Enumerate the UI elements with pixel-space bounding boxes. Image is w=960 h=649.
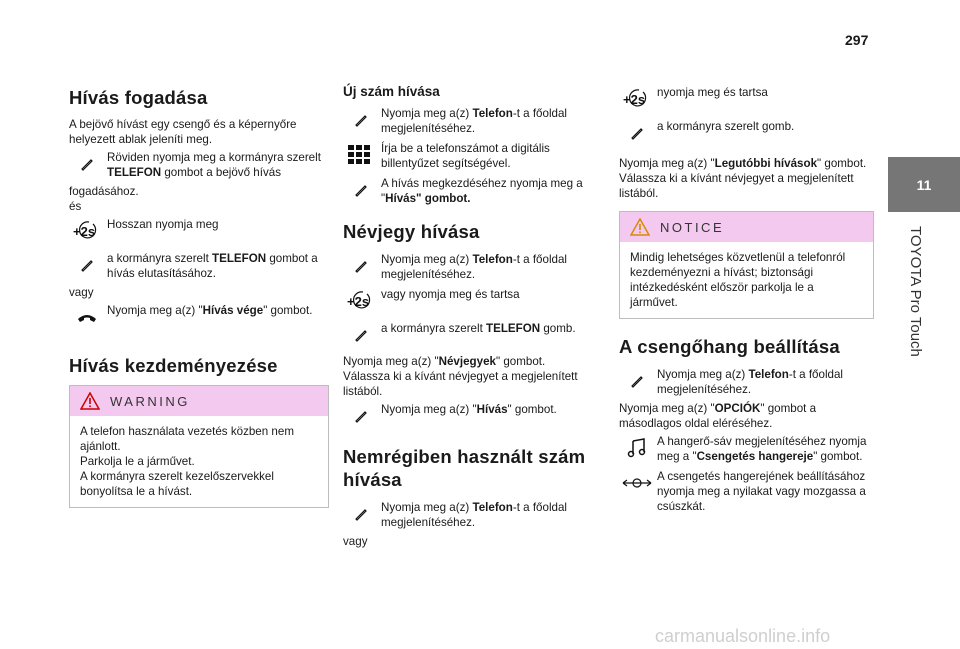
pen-icon [80, 157, 94, 171]
watermark: carmanualsonline.info [655, 626, 831, 646]
column-3 [619, 82, 874, 514]
heading-ringtone: A csengőhang beállítása [619, 336, 840, 357]
notice-header [620, 212, 873, 242]
step-bold: TELEFON [107, 166, 162, 179]
chapter-tab: 11 [888, 157, 960, 212]
body-text: " gombot a másodlagos oldal eléréséhez. [619, 402, 817, 430]
step-text: gombot a bejövő hívás [161, 166, 281, 179]
hold-2s-icon [621, 88, 653, 110]
step-short-press [69, 149, 329, 180]
or-text: vagy [69, 286, 94, 299]
step-text: A hívás megkezdéséhez nyomja meg a " [381, 177, 583, 205]
hang-up-icon [76, 311, 98, 323]
step-text: -t a főoldal megjelenítéséhez. [381, 501, 567, 529]
warning-body [70, 416, 328, 507]
or-text: vagy [343, 535, 368, 548]
hold-2s-icon [345, 290, 377, 312]
step-text: Nyomja meg a(z) " [107, 304, 203, 317]
heading-receive-call: Hívás fogadása [69, 87, 208, 108]
page-number: 297 [845, 32, 869, 48]
notice-title: NOTICE [660, 219, 725, 235]
step-text: gomb. [540, 322, 576, 335]
body-text: " gombot. [495, 355, 546, 368]
step-text: nyomja meg és tartsa [657, 86, 768, 99]
side-label [906, 226, 928, 376]
step-text: -t a főoldal megjelenítéséhez. [381, 253, 567, 281]
pen-icon [354, 259, 368, 273]
step-slider [619, 468, 874, 514]
step-text: Nyomja meg a(z) [381, 107, 473, 120]
warning-line: Parkolja le a járművet. [80, 455, 195, 468]
step-text: a kormányra szerelt gomb. [657, 120, 795, 133]
step-bold: Telefon [472, 501, 513, 514]
step-text: Nyomja meg a(z) " [381, 403, 477, 416]
step-text: Nyomja meg a(z) [381, 501, 473, 514]
hold-2s-icon [71, 220, 103, 242]
step-keypad [343, 140, 603, 171]
step-text: " gombot. [507, 403, 557, 416]
step-text: -t a főoldal megjelenítéséhez. [657, 368, 843, 396]
intro-text: A bejövő hívást egy csengő és a képernyőre helyezett ablak jeleníti meg. [69, 118, 297, 146]
pen-icon [354, 409, 368, 423]
notice-body: Mindig lehetséges közvetlenül a telefonról kezdeményezni a hívást; biztonsági intézkedésként először parkolja le a járművet. [630, 251, 846, 309]
step-press-call [343, 175, 603, 206]
step-text: Nyomja meg a(z) [381, 253, 473, 266]
pen-icon [630, 374, 644, 388]
heading-make-call: Hívás kezdeményezése [69, 355, 278, 376]
step-bold: Telefon [472, 253, 513, 266]
slider-icon [621, 475, 653, 491]
body-bold: OPCIÓK [714, 402, 761, 415]
body-text: Nyomja meg a(z) " [343, 355, 439, 368]
warning-title: WARNING [110, 393, 190, 409]
step-text: A hangerő-sáv megjelenítéséhez nyomja meg a " [657, 435, 867, 463]
notice-icon [630, 218, 650, 236]
svg-text:+2s: +2s [623, 92, 646, 107]
step-reject [69, 250, 329, 281]
step-bold: Hívás" gombot. [385, 192, 471, 205]
pen-icon [354, 507, 368, 521]
step-steering-button [619, 118, 874, 148]
body-bold: Legutóbbi hívások [714, 157, 818, 170]
body-text: Válassza ki a kívánt névjegyet a megjelenített listából. [343, 370, 578, 398]
step-text: gombot a hívás elutasításához. [107, 252, 318, 280]
step-hold [619, 84, 874, 114]
pen-icon [354, 183, 368, 197]
step-text: " gombot. [813, 450, 863, 463]
step-text: Röviden nyomja meg a kormányra szerelt [107, 151, 321, 164]
notice-box [619, 211, 874, 319]
step-end-call [69, 302, 329, 332]
step-text: vagy nyomja meg és tartsa [381, 288, 520, 301]
body-text: Nyomja meg a(z) " [619, 157, 715, 170]
warning-line: A kormányra szerelt kezelőszervekkel bonyolítsa le a hívást. [80, 470, 274, 498]
body-bold: Névjegyek [438, 355, 496, 368]
side-label-text: TOYOTA Pro Touch [907, 226, 924, 357]
warning-header [70, 386, 328, 416]
step-hold [343, 286, 603, 316]
body-text: Válassza ki a kívánt névjegyet a megjelenített listából. [619, 172, 854, 200]
svg-text:+2s: +2s [347, 294, 370, 309]
and-text: és [69, 200, 82, 213]
step-text: -t a főoldal megjelenítéséhez. [381, 107, 567, 135]
pen-icon [354, 113, 368, 127]
step-ring-volume [619, 433, 874, 464]
step-text: a kormányra szerelt [107, 252, 213, 265]
step-text: A csengetés hangerejének beállításához nyomja meg a nyilakat vagy mozgassa a csúszkát. [657, 470, 866, 513]
svg-text:+2s: +2s [73, 224, 96, 239]
heading-recent-call: Nemrégiben használt szám hívása [343, 446, 586, 490]
step-text: a kormányra szerelt [381, 322, 487, 335]
pen-icon [80, 258, 94, 272]
step-bold: TELEFON [212, 252, 267, 265]
step-bold: Hívás [476, 403, 508, 416]
pen-icon [354, 328, 368, 342]
step-text: " gombot. [263, 304, 313, 317]
step-bold: Hívás vége [202, 304, 264, 317]
step-text: Írja be a telefonszámot a digitális billentyűzet segítségével. [381, 142, 550, 170]
body-text: Nyomja meg a(z) " [619, 402, 715, 415]
pen-icon [630, 126, 644, 140]
step-bold: Telefon [472, 107, 513, 120]
step-text: Nyomja meg a(z) [657, 368, 749, 381]
step-call [343, 401, 603, 431]
column-1 [69, 82, 329, 508]
warning-icon [80, 392, 100, 410]
step-open-phone [619, 366, 874, 397]
step-long-press [69, 216, 329, 246]
continuation: fogadásához. [69, 185, 139, 198]
step-open-phone [343, 251, 603, 282]
warning-line: A telefon használata vezetés közben nem ajánlott. [80, 425, 294, 453]
step-bold: Telefon [748, 368, 789, 381]
step-bold: TELEFON [486, 322, 541, 335]
body-text: " gombot. [817, 157, 867, 170]
step-bold: Csengetés hangereje [696, 450, 814, 463]
keypad-icon [347, 144, 375, 166]
heading-new-number: Új szám hívása [343, 84, 440, 99]
warning-box [69, 385, 329, 508]
column-2 [343, 82, 603, 549]
step-text: Hosszan nyomja meg [107, 218, 219, 231]
heading-contact-call: Névjegy hívása [343, 221, 480, 242]
step-steering-button [343, 320, 603, 350]
step-open-phone [343, 105, 603, 136]
music-note-icon [626, 437, 648, 459]
step-open-phone [343, 499, 603, 530]
